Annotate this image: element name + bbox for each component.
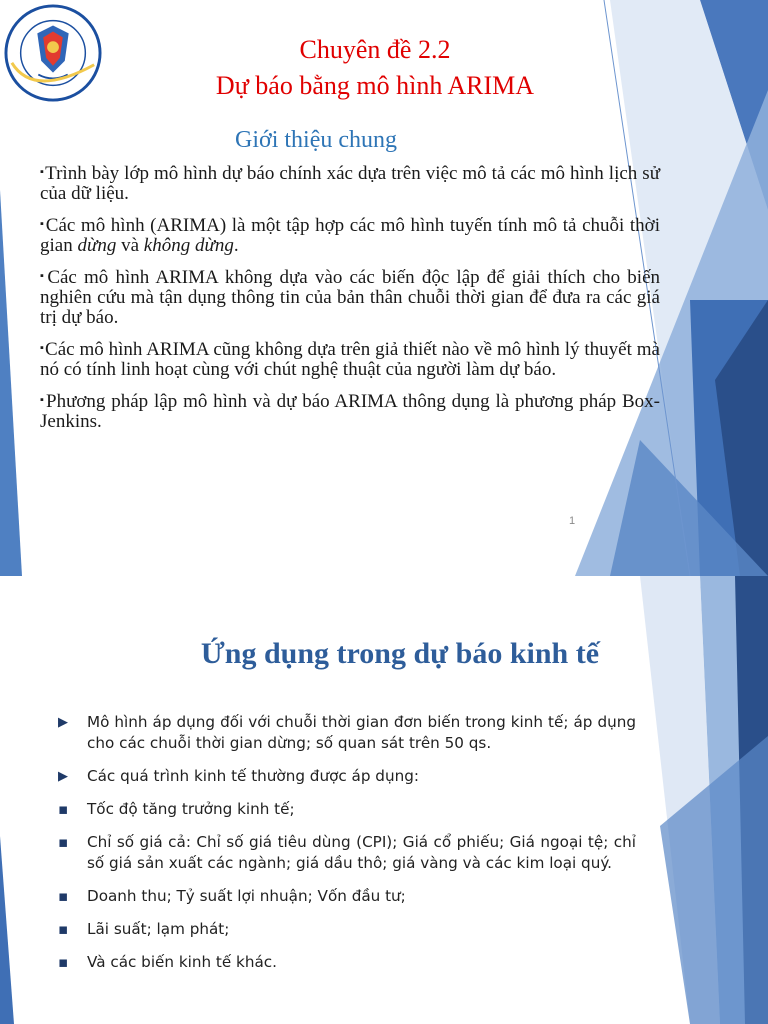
list-item: [58, 712, 636, 754]
list-item-text: Chỉ số giá cả: Chỉ số giá tiêu dùng (CPI); Giá cổ phiếu; Giá ngoại tệ; chỉ số giá sản xuất các ngành; giá dầu thô; giá vàng và các kim loại quý.: [87, 833, 636, 872]
bullet-icon: ▪: [40, 270, 47, 283]
list-item-text: Và các biến kinh tế khác.: [87, 953, 277, 971]
list-item: [58, 952, 636, 973]
list-item-text: Mô hình áp dụng đối với chuỗi thời gian đơn biến trong kinh tế; áp dụng cho các chuỗi thời gian dừng; số quan sát trên 50 qs.: [87, 713, 636, 752]
paragraph-1: [40, 163, 660, 203]
bullet-icon: ▪: [40, 394, 45, 407]
list-item: [58, 832, 636, 874]
square-bullet-icon: ▪: [58, 800, 69, 818]
bullet-icon: ▪: [40, 218, 45, 231]
left-facet: [0, 836, 14, 1024]
square-bullet-icon: ▪: [58, 833, 69, 851]
list-item: [58, 799, 636, 820]
paragraph-text: Phương pháp lập mô hình và dự báo ARIMA thông dụng là phương pháp Box-Jenkins.: [40, 391, 660, 432]
square-bullet-icon: ▪: [58, 887, 69, 905]
paragraph-text: Các mô hình (ARIMA) là một tập hợp các mô hình tuyến tính mô tả chuỗi thời gian: [40, 215, 660, 256]
square-bullet-icon: ▪: [58, 953, 69, 971]
bullet-icon: ▪: [40, 166, 45, 178]
paragraph-text: Các mô hình ARIMA không dựa vào các biến độc lập để giải thích cho biến nghiên cứu mà tận dụng thông tin của bản thân chuỗi thời gian để đưa ra các giá trị dự báo.: [40, 267, 661, 328]
application-list: [58, 712, 636, 985]
list-item-text: Tốc độ tăng trưởng kinh tế;: [87, 800, 295, 818]
paragraph-text: Các mô hình ARIMA cũng không dựa trên giả thiết nào về mô hình lý thuyết mà nó có tính linh hoạt cùng với chút nghệ thuật của người làm dự báo.: [40, 339, 660, 380]
paragraph-3: [40, 267, 660, 327]
italic-term: dừng: [77, 234, 117, 256]
italic-term: không dừng: [143, 234, 234, 256]
slide1-subtitle: Giới thiệu chung: [235, 127, 397, 153]
page-number: 1: [569, 515, 576, 527]
slide1-title-line2: Dự báo bằng mô hình ARIMA: [215, 71, 535, 100]
paragraph-text: Trình bày lớp mô hình dự báo chính xác dựa trên việc mô tả các mô hình lịch sử của dữ liệu.: [40, 163, 660, 204]
slide2-title: Ứng dụng trong dự báo kinh tế: [200, 637, 600, 670]
triangle-bullet-icon: ▶: [58, 769, 68, 784]
paragraph-2: [40, 215, 660, 255]
paragraph-text: .: [233, 234, 239, 256]
paragraph-4: [40, 339, 660, 379]
paragraph-text: và: [116, 234, 144, 256]
left-facet: [0, 190, 22, 576]
slide-2: [0, 576, 768, 1024]
square-bullet-icon: ▪: [58, 920, 69, 938]
slide1-title-line1: Chuyên đề 2.2: [299, 35, 451, 64]
university-logo: [4, 4, 102, 102]
triangle-bullet-icon: ▶: [58, 715, 68, 730]
bullet-icon: ▪: [40, 342, 45, 355]
list-item-text: Lãi suất; lạm phát;: [87, 920, 230, 938]
paragraph-5: [40, 391, 660, 431]
list-item: [58, 766, 636, 787]
list-item: [58, 886, 636, 907]
list-item-text: Các quá trình kinh tế thường được áp dụng:: [87, 767, 419, 785]
slide1-body: [40, 163, 660, 444]
list-item-text: Doanh thu; Tỷ suất lợi nhuận; Vốn đầu tư;: [87, 887, 406, 905]
list-item: [58, 919, 636, 940]
